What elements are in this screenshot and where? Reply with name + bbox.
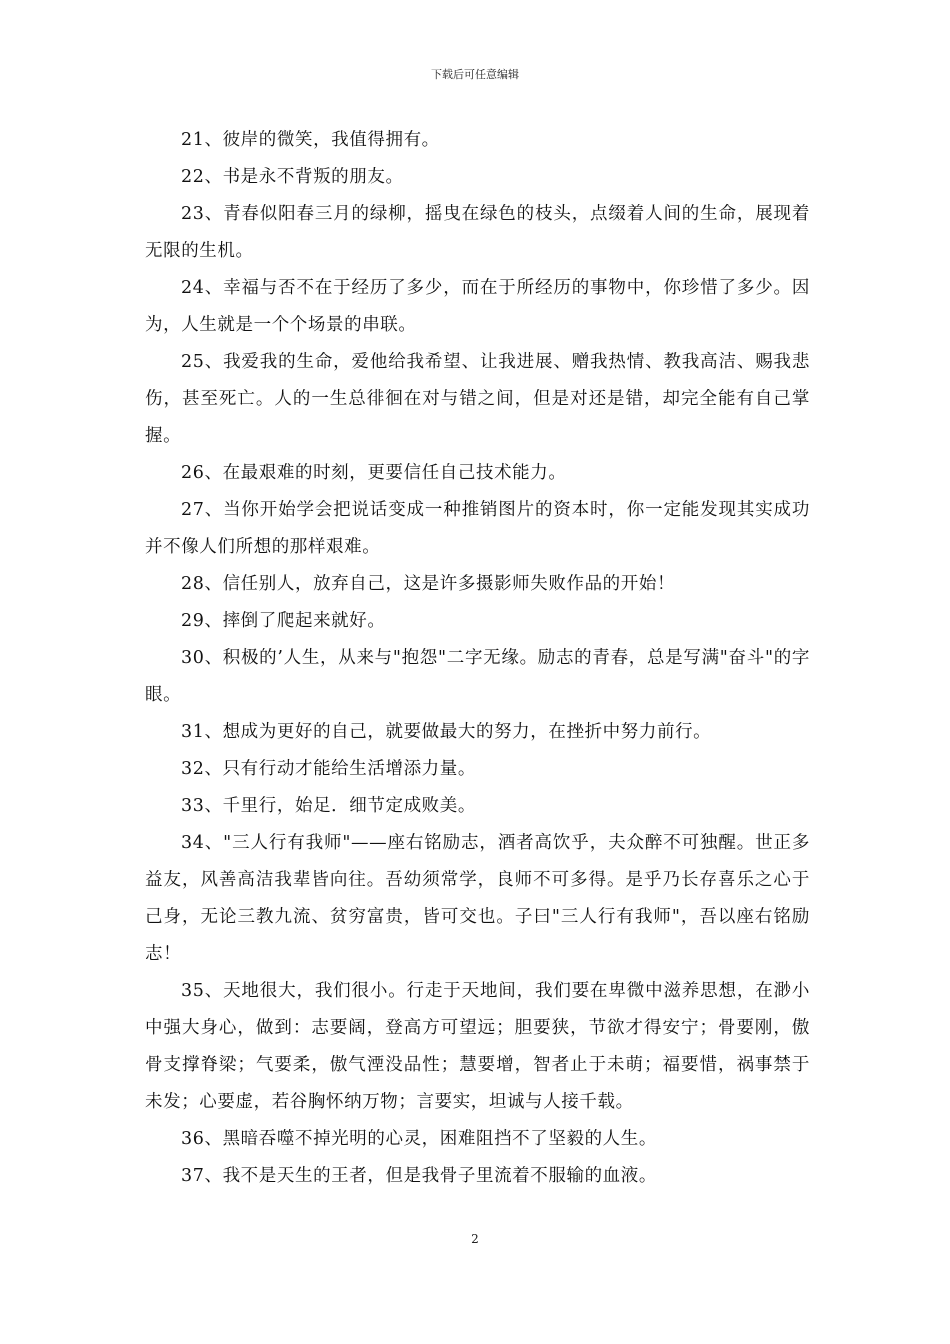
paragraph-35: 35、天地很大，我们很小。行走于天地间，我们要在卑微中滋养思想，在渺小中强大身心，做到：志要阔，登高方可望远；胆要狭，节欲才得安宁；骨要刚，傲骨支撑脊梁；气要柔，傲气湮没品性；慧要增，智者止于未萌；福要惜，祸事禁于未发；心要虚，若谷胸怀纳万物；言要实，坦诚与人接千载。 — [145, 981, 810, 1112]
paragraph-27: 27、当你开始学会把说话变成一种推销图片的资本时，你一定能发现其实成功并不像人们所想的那样艰难。 — [145, 500, 810, 557]
paragraph-31: 31、想成为更好的自己，就要做最大的努力，在挫折中努力前行。 — [181, 722, 712, 742]
paragraph-29: 29、摔倒了爬起来就好。 — [181, 611, 386, 631]
paragraph-24: 24、幸福与否不在于经历了多少，而在于所经历的事物中，你珍惜了多少。因为，人生就是一个个场景的串联。 — [145, 278, 810, 335]
document-body — [145, 122, 810, 1195]
paragraph-25: 25、我爱我的生命，爱他给我希望、让我进展、赠我热情、教我高洁、赐我悲伤，甚至死亡。人的一生总徘徊在对与错之间，但是对还是错，却完全能有自己掌握。 — [145, 352, 810, 446]
paragraph-30: 30、积极的’人生，从来与"抱怨"二字无缘。励志的青春，总是写满"奋斗"的字眼。 — [145, 648, 810, 705]
paragraph-32: 32、只有行动才能给生活增添力量。 — [181, 759, 476, 779]
page-header: 下载后可任意编辑 — [431, 68, 519, 81]
paragraph-22: 22、书是永不背叛的朋友。 — [181, 167, 404, 187]
paragraph-23: 23、青春似阳春三月的绿柳，摇曳在绿色的枝头，点缀着人间的生命，展现着无限的生机。 — [145, 204, 810, 261]
page-number: 2 — [471, 1232, 479, 1246]
paragraph-36: 36、黑暗吞噬不掉光明的心灵，困难阻挡不了坚毅的人生。 — [181, 1129, 657, 1149]
paragraph-26: 26、在最艰难的时刻，更要信任自己技术能力。 — [181, 463, 567, 483]
paragraph-21: 21、彼岸的微笑，我值得拥有。 — [181, 130, 440, 150]
paragraph-33: 33、千里行，始足．细节定成败美。 — [181, 796, 476, 816]
paragraph-28: 28、信任别人，放弃自己，这是许多摄影师失败作品的开始！ — [181, 574, 676, 594]
paragraph-37: 37、我不是天生的王者，但是我骨子里流着不服输的血液。 — [181, 1166, 657, 1186]
paragraph-34: 34、"三人行有我师"——座右铭励志，酒者高饮乎，夫众醉不可独醒。世正多益友，风善高洁我辈皆向往。吾幼须常学，良师不可多得。是乎乃长存喜乐之心于己身，无论三教九流、贫穷富贵，皆可交也。子曰"三人行有我师"，吾以座右铭励志！ — [145, 833, 810, 964]
